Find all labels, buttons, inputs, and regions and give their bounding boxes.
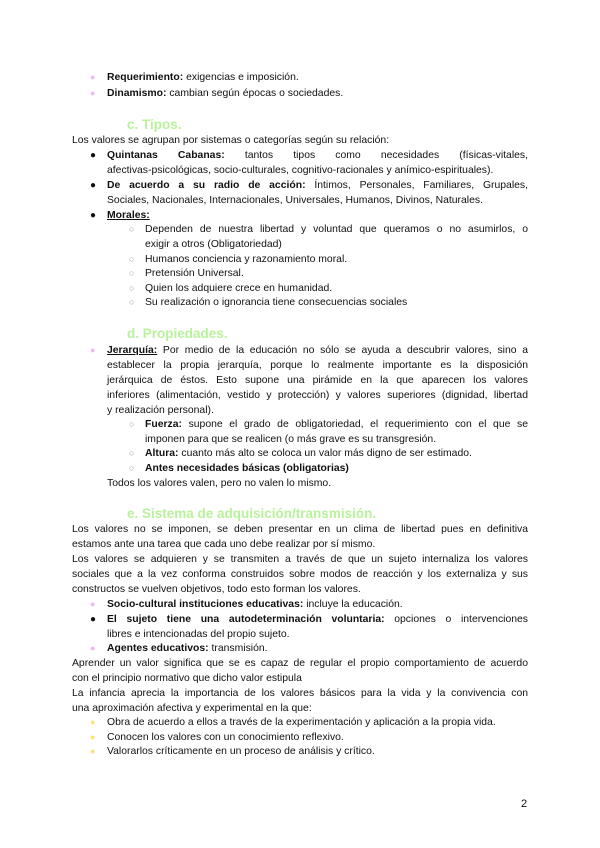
term-label: Jerarquía: — [107, 345, 158, 356]
quintanas-item-cont: afectivas-psicológicas, socio-culturales, cognitivo-racionales y anímico-espirituales). — [107, 165, 494, 176]
bullet: ● — [90, 599, 96, 609]
term-label: El sujeto tiene una autodeterminación voluntaria: — [107, 614, 385, 625]
bullet: ● — [90, 345, 96, 355]
bullet: ● — [90, 643, 96, 653]
bullet: ● — [90, 88, 96, 98]
section-heading-propiedades: d. Propiedades. — [127, 326, 228, 341]
section-heading-sistema: e. Sistema de adquisición/transmisión. — [127, 506, 377, 521]
term-label: Requerimiento: — [107, 72, 184, 83]
term-label: Quintanas Cabanas: — [107, 150, 225, 161]
morales-subitem: Humanos conciencia y razonamiento moral. — [145, 254, 348, 265]
paragraph: La infancia aprecia la importancia de los valores básicos para la vida y la convivencia con — [72, 688, 528, 699]
paragraph: Los valores se agrupan por sistemas o categorías según su relación: — [72, 135, 390, 146]
bullet: ● — [90, 614, 97, 625]
fuerza-item — [145, 417, 528, 432]
term-text: Íntimos, Personales, Familiares, Grupales, — [305, 180, 528, 191]
paragraph: Aprender un valor significa que se es capaz de regular el propio comportamiento de acuerdo — [72, 658, 528, 669]
final-item: Valorarlos críticamente en un proceso de análisis y crítico. — [107, 746, 375, 757]
dinamismo-item — [107, 86, 343, 101]
bullet-circle: ○ — [129, 283, 135, 293]
paragraph-cont: con el principio normativo que dicho valor estipula — [72, 673, 302, 684]
term-label: Fuerza: — [145, 419, 182, 430]
jerarquia-cont: jerárquica de éstos. Esto supone una pirámide en la que aparecen los valores — [107, 375, 528, 386]
jerarquia-cont: establecer la propia jerarquía, porque lo realmente importante es la disposición — [107, 360, 528, 371]
antes-item — [145, 461, 349, 476]
bullet: ● — [90, 180, 97, 191]
bullet-circle: ○ — [129, 268, 135, 278]
fuerza-cont: imponen para que se realicen (o más grave es su transgresión. — [145, 434, 437, 445]
radio-item-cont: Sociales, Nacionales, Internacionales, Universales, Humanos, Divinos, Naturales. — [107, 195, 483, 206]
jerarquia-cont: inferiores (alimentación, vestido y protección) y valores superiores (dignidad, libertad — [107, 390, 528, 401]
term-label: De acuerdo a su radio de acción: — [107, 180, 306, 191]
morales-subitem: Su realización o ignorancia tiene consecuencias sociales — [145, 297, 408, 308]
term-text: tantos tipos como necesidades (físicas-vitales, — [224, 150, 528, 161]
socio-item — [107, 597, 403, 612]
paragraph: Todos los valores valen, pero no valen lo mismo. — [107, 478, 332, 489]
term-label: Socio-cultural instituciones educativas: — [107, 599, 304, 610]
sujeto-item — [107, 612, 528, 627]
quintanas-item — [107, 148, 528, 163]
paragraph-cont: sociales que a la vez conforma construidos sobre modos de reacción y los externaliza y sus — [72, 569, 528, 580]
jerarquia-cont: y realización personal). — [107, 405, 214, 416]
final-item: Conocen los valores con un conocimiento reflexivo. — [107, 732, 344, 743]
term-text: supone el grado de obligatoriedad, el requerimiento con el que se — [181, 419, 528, 430]
section-heading-tipos: c. Tipos. — [127, 117, 182, 132]
morales-subitem: Pretensión Universal. — [145, 268, 244, 279]
term-text: opciones o intervenciones — [384, 614, 528, 625]
sujeto-cont: libres e intencionadas del propio sujeto. — [107, 629, 290, 640]
paragraph-cont: una aproximación afectiva y experimental en la que: — [72, 703, 312, 714]
morales-subitem: Dependen de nuestra libertad y voluntad que queramos o no asumirlos, o — [145, 224, 528, 235]
agentes-item — [107, 641, 268, 656]
bullet: ● — [90, 72, 96, 82]
paragraph: Los valores se adquieren y se transmiten a través de que un sujeto internaliza los valores — [72, 554, 528, 565]
bullet: ● — [90, 732, 96, 742]
paragraph-cont: constructos se vuelven objetivos, todo esto forman los valores. — [72, 584, 361, 595]
altura-item — [145, 446, 472, 461]
term-text: Por medio de la educación no sólo se ayuda a descubrir valores, sino a — [157, 345, 528, 356]
paragraph-cont: estamos ante una tarea que cada uno debe realizar por sí mismo. — [72, 539, 376, 550]
paragraph: Los valores no se imponen, se deben presentar en un clima de libertad pues en definitiva — [72, 524, 528, 535]
morales-subitem-cont: exigir a otros (Obligatoriedad) — [145, 239, 282, 250]
bullet-circle: ○ — [129, 254, 135, 264]
term-text: cuanto más alto se coloca un valor más digno de ser estimado. — [178, 448, 472, 459]
bullet-circle: ○ — [129, 448, 135, 458]
bullet-circle: ○ — [129, 463, 135, 473]
term-text: cambian según épocas o sociedades. — [166, 88, 344, 99]
jerarquia-item — [107, 343, 528, 358]
term-label: Antes necesidades básicas (obligatorias) — [145, 463, 349, 474]
term-label: Agentes educativos: — [107, 643, 209, 654]
final-item: Obra de acuerdo a ellos a través de la experimentación y aplicación a la propia vida. — [107, 717, 496, 728]
term-text: incluye la educación. — [303, 599, 403, 610]
page-number: 2 — [521, 798, 528, 810]
bullet: ● — [90, 210, 97, 221]
term-label: Dinamismo: — [107, 88, 167, 99]
term-text: exigencias e imposición. — [183, 72, 299, 83]
bullet: ● — [90, 746, 96, 756]
bullet: ● — [90, 717, 96, 727]
term-text: transmisión. — [208, 643, 268, 654]
term-label: Morales: — [107, 210, 150, 221]
bullet-circle: ○ — [129, 224, 135, 234]
bullet-circle: ○ — [129, 297, 135, 307]
bullet: ● — [90, 150, 97, 161]
morales-item — [107, 208, 150, 223]
requerimiento-item — [107, 70, 299, 85]
morales-subitem: Quien los adquiere crece en humanidad. — [145, 283, 333, 294]
radio-item — [107, 178, 528, 193]
bullet-circle: ○ — [129, 419, 135, 429]
term-label: Altura: — [145, 448, 179, 459]
